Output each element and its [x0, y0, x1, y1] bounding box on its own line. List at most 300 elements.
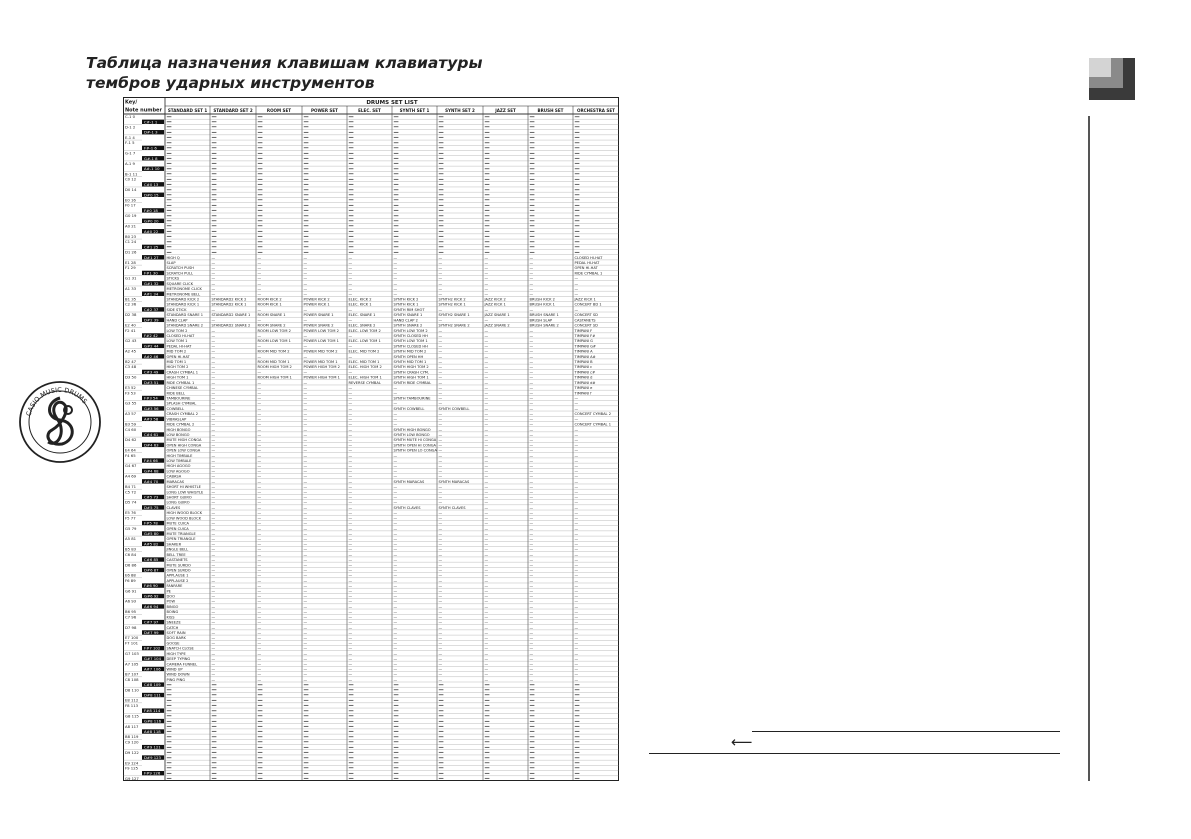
table-cell-empty: —	[348, 228, 354, 235]
table-cell-empty: —	[438, 760, 444, 767]
table-cell: —	[348, 568, 353, 573]
table-cell-empty: —	[257, 692, 263, 699]
table-cell: SYNTH LOW TOM 1	[393, 339, 428, 344]
key-cell	[142, 656, 164, 661]
table-cell: —	[484, 677, 489, 682]
table-cell: —	[438, 412, 443, 417]
key-cell	[123, 140, 142, 145]
table-cell: CHINESE CYMBAL	[166, 386, 199, 391]
table-cell: —	[257, 266, 262, 271]
table-cell: —	[211, 542, 216, 547]
table-cell-empty: —	[484, 708, 490, 715]
table-cell: —	[484, 281, 489, 286]
table-cell: —	[348, 667, 353, 672]
key-cell	[142, 156, 164, 161]
key-cell	[123, 562, 142, 567]
key-label: G0 19	[125, 213, 137, 219]
key-label: C2 36	[125, 301, 137, 307]
table-cell-empty: —	[574, 776, 580, 781]
table-cell-empty: —	[438, 197, 444, 204]
table-cell: —	[438, 547, 443, 552]
page-title	[86, 53, 482, 93]
table-cell: SYNTH OPEN HI CONGA	[393, 443, 436, 448]
table-cell: —	[529, 672, 534, 677]
table-cell-empty: —	[211, 244, 217, 251]
table-cell: —	[348, 657, 353, 662]
key-cell	[142, 458, 164, 463]
table-cell: —	[257, 594, 262, 599]
table-cell: —	[484, 485, 489, 490]
key-label: G#0 20	[144, 218, 159, 224]
table-cell-empty: —	[166, 744, 172, 751]
table-cell: —	[393, 261, 398, 266]
table-cell: —	[211, 505, 216, 510]
table-cell-empty: —	[529, 723, 535, 730]
table-cell-empty: —	[574, 176, 580, 183]
key-label: A1 33	[125, 286, 137, 292]
table-cell: —	[257, 662, 262, 667]
table-cell: SYNTH MARACAS	[438, 479, 470, 484]
table-cell-empty: —	[529, 140, 535, 147]
key-cell	[142, 192, 164, 197]
key-cell	[123, 265, 142, 270]
table-cell: —	[484, 547, 489, 552]
table-cell: —	[257, 625, 262, 630]
table-cell: —	[211, 344, 216, 349]
table-cell: —	[529, 307, 534, 312]
table-cell-empty: —	[166, 234, 172, 241]
table-cell-empty: —	[393, 140, 399, 147]
table-cell: —	[393, 500, 398, 505]
table-cell: —	[303, 281, 308, 286]
table-cell-empty: —	[211, 744, 217, 751]
table-cell: TIMPANI e	[574, 386, 593, 391]
table-cell: PING PING	[166, 677, 186, 682]
table-cell: —	[303, 636, 308, 641]
key-cell	[123, 437, 142, 442]
table-cell: —	[211, 521, 216, 526]
table-cell: —	[484, 578, 489, 583]
key-label: D1 26	[125, 249, 137, 255]
table-cell-empty: —	[303, 692, 309, 699]
key-cell	[123, 578, 142, 583]
table-cell: —	[257, 651, 262, 656]
table-cell: COWBELL	[166, 406, 185, 411]
table-cell: OPEN TRIANGLE	[166, 537, 196, 542]
key-cell	[142, 594, 164, 599]
table-cell: —	[438, 318, 443, 323]
table-cell: —	[529, 511, 534, 516]
table-cell-empty: —	[166, 124, 172, 131]
table-cell: —	[529, 292, 534, 297]
key-label: A#2 46	[144, 353, 159, 359]
table-cell: —	[348, 276, 353, 281]
table-cell-empty: —	[211, 692, 217, 699]
table-cell: TIMPANI A	[574, 349, 593, 354]
key-cell	[142, 666, 164, 671]
table-cell: —	[211, 427, 216, 432]
table-cell: SCRATCH PULL	[166, 271, 193, 276]
table-cell: —	[529, 432, 534, 437]
table-cell: SYNTH RIDE CYMBAL	[393, 380, 432, 385]
table-cell: DOG BARK	[166, 636, 186, 641]
key-label: C#9 121	[144, 744, 161, 750]
table-cell: —	[529, 610, 534, 615]
table-cell: —	[438, 354, 443, 359]
key-label: A#5 82	[144, 541, 159, 547]
table-cell: —	[303, 318, 308, 323]
table-cell: —	[484, 453, 489, 458]
table-cell: —	[303, 542, 308, 547]
key-cell	[142, 218, 164, 223]
table-cell-empty: —	[303, 697, 309, 704]
table-cell: —	[211, 412, 216, 417]
table-cell-empty: —	[211, 119, 217, 126]
table-cell-empty: —	[393, 171, 399, 178]
table-cell: —	[574, 500, 579, 505]
table-cell: —	[211, 276, 216, 281]
key-cell	[123, 661, 142, 666]
key-cell	[142, 604, 164, 609]
key-cell	[142, 755, 164, 760]
table-cell-empty: —	[348, 708, 354, 715]
table-cell: —	[484, 584, 489, 589]
table-cell: —	[574, 620, 579, 625]
table-cell: —	[484, 292, 489, 297]
key-cell	[123, 599, 142, 604]
table-cell: OPEN SURDO	[166, 568, 191, 573]
key-label: E2 40	[125, 322, 136, 328]
table-cell: —	[303, 505, 308, 510]
table-cell-empty: —	[257, 166, 263, 173]
table-cell-empty: —	[574, 129, 580, 136]
table-cell: —	[348, 516, 353, 521]
table-cell: SYNTH2 SNARE 2	[438, 323, 470, 328]
table-cell: —	[393, 641, 398, 646]
table-cell: —	[348, 594, 353, 599]
table-cell-empty: —	[393, 124, 399, 131]
table-cell: —	[393, 453, 398, 458]
table-cell: —	[348, 547, 353, 552]
table-cell: —	[574, 641, 579, 646]
table-cell: —	[574, 594, 579, 599]
table-cell-empty: —	[574, 135, 580, 142]
table-cell: —	[438, 443, 443, 448]
table-cell-empty: —	[303, 182, 309, 189]
table-cell: —	[484, 651, 489, 656]
table-cell: —	[348, 636, 353, 641]
table-cell-empty: —	[211, 166, 217, 173]
key-cell	[142, 119, 164, 124]
table-cell-empty: —	[393, 218, 399, 225]
table-cell: —	[484, 401, 489, 406]
table-cell: —	[393, 495, 398, 500]
table-cell: —	[484, 464, 489, 469]
table-cell: —	[348, 354, 353, 359]
table-cell: APPLAUSE 2	[166, 578, 189, 583]
table-cell-empty: —	[257, 197, 263, 204]
table-cell-empty: —	[303, 192, 309, 199]
table-cell-empty: —	[211, 755, 217, 762]
table-cell: —	[529, 448, 534, 453]
table-cell: —	[303, 370, 308, 375]
table-cell: —	[574, 479, 579, 484]
key-label: F#8 114	[144, 708, 161, 714]
table-cell: —	[303, 380, 308, 385]
table-cell-empty: —	[484, 150, 490, 157]
table-cell: —	[303, 537, 308, 542]
table-cell-empty: —	[393, 718, 399, 725]
table-cell-empty: —	[529, 697, 535, 704]
table-cell: —	[257, 438, 262, 443]
table-cell: TIMPANI F#	[574, 333, 596, 338]
table-cell: CRASH CYMBAL 2	[166, 412, 199, 417]
table-cell-empty: —	[348, 703, 354, 710]
table-cell: —	[438, 573, 443, 578]
table-cell-empty: —	[303, 150, 309, 157]
table-cell-empty: —	[257, 729, 263, 736]
key-label: D-1 2	[125, 124, 136, 130]
table-cell-empty: —	[574, 140, 580, 147]
table-cell: —	[211, 469, 216, 474]
key-label: A3 57	[125, 411, 137, 417]
key-label: B3 59	[125, 421, 137, 427]
table-cell-empty: —	[393, 135, 399, 142]
table-cell: —	[574, 281, 579, 286]
table-cell: —	[257, 318, 262, 323]
table-cell: RIDE BELL	[166, 391, 185, 396]
table-cell: —	[574, 662, 579, 667]
key-label: G6 91	[125, 588, 137, 594]
table-cell-empty: —	[438, 708, 444, 715]
table-cell: —	[303, 677, 308, 682]
table-cell: —	[348, 537, 353, 542]
table-cell: ROOM KICK 2	[257, 297, 282, 302]
table-cell: —	[303, 531, 308, 536]
table-cell: —	[529, 271, 534, 276]
table-cell: —	[393, 578, 398, 583]
table-cell: —	[484, 255, 489, 260]
table-cell: SYNTH CLAVES	[393, 505, 421, 510]
table-cell: —	[303, 255, 308, 260]
key-label: F#1 30	[144, 270, 158, 276]
table-cell: HAND CLAP	[166, 318, 188, 323]
table-cell: —	[257, 474, 262, 479]
key-cell	[142, 255, 164, 260]
table-cell: MARACAS	[166, 479, 185, 484]
table-cell-empty: —	[257, 228, 263, 235]
table-cell: —	[348, 625, 353, 630]
key-label: G9 127	[125, 775, 139, 781]
table-cell-empty: —	[574, 197, 580, 204]
table-cell-empty: —	[303, 234, 309, 241]
table-cell: —	[211, 386, 216, 391]
table-cell: —	[438, 620, 443, 625]
table-cell-empty: —	[303, 114, 309, 121]
table-cell-empty: —	[574, 244, 580, 251]
table-cell-empty: —	[393, 234, 399, 241]
table-cell: —	[348, 344, 353, 349]
key-label: B-1 11	[125, 171, 138, 177]
table-cell: HIGH BONGO	[166, 427, 191, 432]
table-cell-empty: —	[438, 119, 444, 126]
table-cell: DOO	[166, 594, 175, 599]
table-cell-empty: —	[529, 687, 535, 694]
key-label: G#1 32	[144, 280, 159, 286]
table-cell-empty: —	[438, 114, 444, 121]
table-cell: —	[393, 610, 398, 615]
table-cell: —	[574, 563, 579, 568]
table-cell-empty: —	[438, 244, 444, 251]
table-cell-empty: —	[393, 244, 399, 251]
table-cell-empty: —	[348, 166, 354, 173]
table-cell: —	[393, 646, 398, 651]
table-cell-empty: —	[211, 687, 217, 694]
table-cell-empty: —	[348, 682, 354, 689]
table-cell-empty: —	[303, 197, 309, 204]
table-cell-empty: —	[393, 129, 399, 136]
table-cell-empty: —	[166, 140, 172, 147]
key-label: A#7 106	[144, 666, 161, 672]
table-cell: SYNTH CLOSED HH	[393, 333, 428, 338]
table-cell: —	[484, 432, 489, 437]
table-cell: CASTANETS	[574, 318, 596, 323]
table-cell-empty: —	[303, 218, 309, 225]
table-cell-empty: —	[211, 750, 217, 757]
table-cell: SYNTH HIGH TOM 1	[393, 375, 429, 380]
table-cell: —	[438, 568, 443, 573]
table-cell: —	[211, 589, 216, 594]
table-cell: —	[303, 558, 308, 563]
table-cell: —	[303, 448, 308, 453]
table-cell: REVERSE CYMBAL	[348, 380, 381, 385]
table-cell: —	[529, 636, 534, 641]
table-cell-empty: —	[348, 765, 354, 772]
table-cell: —	[529, 615, 534, 620]
table-cell: —	[257, 479, 262, 484]
table-cell-empty: —	[574, 760, 580, 767]
table-cell: —	[529, 406, 534, 411]
table-cell: —	[303, 552, 308, 557]
key-cell	[123, 286, 142, 291]
table-cell-empty: —	[529, 182, 535, 189]
table-cell: —	[393, 287, 398, 292]
table-cell: —	[484, 287, 489, 292]
table-cell-empty: —	[257, 718, 263, 725]
key-label: F#0 18	[144, 207, 158, 213]
table-cell-empty: —	[166, 692, 172, 699]
table-cell: —	[348, 578, 353, 583]
table-cell-empty: —	[303, 119, 309, 126]
table-cell: —	[348, 401, 353, 406]
table-cell: —	[211, 443, 216, 448]
table-cell: MID TOM 2	[166, 349, 187, 354]
table-cell-empty: —	[574, 192, 580, 199]
table-cell: —	[438, 657, 443, 662]
key-cell	[142, 229, 164, 234]
table-cell: —	[211, 271, 216, 276]
table-cell: —	[529, 266, 534, 271]
key-label: F#6 90	[144, 583, 158, 589]
table-cell-empty: —	[484, 744, 490, 751]
table-cell-empty: —	[393, 703, 399, 710]
table-cell: —	[438, 459, 443, 464]
table-cell: —	[303, 584, 308, 589]
table-cell: SYNTH OPEN HH	[393, 354, 424, 359]
table-cell-empty: —	[211, 713, 217, 720]
table-cell: —	[257, 432, 262, 437]
table-cell-empty: —	[438, 192, 444, 199]
table-cell: SNEEZE	[166, 620, 181, 625]
table-cell: —	[348, 307, 353, 312]
table-cell: —	[348, 281, 353, 286]
table-cell: —	[574, 464, 579, 469]
table-cell-empty: —	[529, 713, 535, 720]
table-cell-empty: —	[257, 739, 263, 746]
table-cell: —	[303, 641, 308, 646]
table-cell: —	[438, 380, 443, 385]
key-label: C#2 37	[144, 306, 159, 312]
table-cell: —	[438, 558, 443, 563]
table-cell-empty: —	[574, 713, 580, 720]
table-cell-empty: —	[574, 697, 580, 704]
table-cell-empty: —	[484, 135, 490, 142]
key-cell	[123, 223, 142, 228]
table-cell: —	[574, 401, 579, 406]
table-cell-empty: —	[393, 729, 399, 736]
key-label: E0 16	[125, 197, 136, 203]
table-cell: —	[438, 662, 443, 667]
table-cell: —	[393, 636, 398, 641]
table-cell-empty: —	[393, 213, 399, 220]
table-cell: —	[257, 485, 262, 490]
table-cell-empty: —	[574, 187, 580, 194]
table-cell: —	[348, 469, 353, 474]
table-cell: POWER MID TOM 1	[303, 360, 338, 365]
table-cell: SYNTH MUTE HI CONGA	[393, 438, 437, 443]
table-cell: —	[484, 589, 489, 594]
table-cell: STANDARD SNARE 2	[166, 323, 204, 328]
table-cell: —	[303, 344, 308, 349]
table-cell: —	[303, 599, 308, 604]
table-cell: —	[257, 354, 262, 359]
table-cell-empty: —	[348, 135, 354, 142]
table-cell: —	[484, 365, 489, 370]
table-cell: —	[574, 276, 579, 281]
table-cell-empty: —	[166, 718, 172, 725]
table-cell: POWER LOW TOM 2	[303, 328, 339, 333]
table-cell: —	[211, 453, 216, 458]
table-cell-empty: —	[529, 145, 535, 152]
table-cell-empty: —	[574, 765, 580, 772]
key-label: D#9 123	[144, 755, 161, 761]
table-cell: STANDARD KICK 2	[166, 297, 200, 302]
table-cell: —	[438, 333, 443, 338]
key-cell	[123, 739, 142, 744]
table-cell: —	[348, 255, 353, 260]
table-cell-empty: —	[211, 192, 217, 199]
table-cell-empty: —	[438, 729, 444, 736]
table-cell: —	[574, 531, 579, 536]
table-cell: —	[303, 459, 308, 464]
table-cell: —	[348, 370, 353, 375]
table-cell: —	[574, 646, 579, 651]
table-cell-empty: —	[574, 124, 580, 131]
table-cell-empty: —	[484, 682, 490, 689]
table-cell-empty: —	[348, 171, 354, 178]
table-cell: OPEN HI-HAT	[166, 354, 190, 359]
key-label: G8 115	[125, 713, 139, 719]
